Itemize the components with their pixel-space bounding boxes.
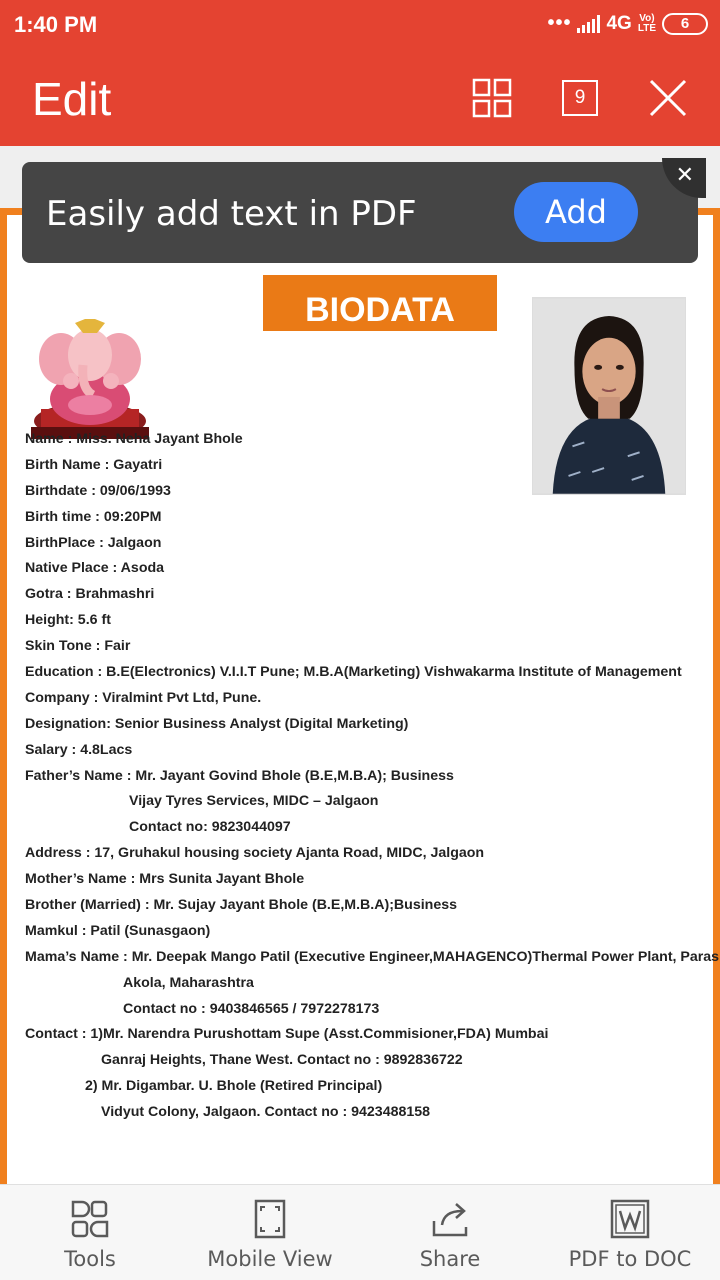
toast-close-icon: ✕	[675, 162, 694, 187]
volte-icon	[638, 14, 656, 34]
pdf-viewer[interactable]	[0, 146, 720, 1184]
biodata-line: Contact no : 9403846565 / 7972278173	[123, 1000, 380, 1017]
page-title: Edit	[32, 73, 112, 125]
bottom-navigation	[0, 1184, 720, 1280]
biodata-line: Birth time : 09:20PM	[25, 508, 162, 525]
biodata-line: Ganraj Heights, Thane West. Contact no : 9892836722	[101, 1052, 463, 1069]
ganesha-image	[31, 319, 149, 439]
biodata-line: Birthdate : 09/06/1993	[25, 482, 171, 499]
biodata-details	[25, 427, 720, 1126]
mobile-view-icon	[250, 1199, 290, 1239]
biodata-line: Height: 5.6 ft	[25, 612, 111, 629]
toast-message: Easily add text in PDF	[46, 194, 417, 234]
pdf-to-doc-button[interactable]	[540, 1185, 720, 1280]
page-count-label: 9	[574, 87, 586, 108]
biodata-line: Brother (Married) : Mr. Sujay Jayant Bhole (B.E,M.B.A);Business	[25, 897, 458, 914]
biodata-line: Birth Name : Gayatri	[25, 456, 163, 473]
biodata-line: Mother’s Name : Mrs Sunita Jayant Bhole	[25, 871, 305, 888]
biodata-line: Gotra : Brahmashri	[25, 586, 155, 603]
battery-level: 6	[680, 15, 690, 32]
biodata-line: Native Place : Asoda	[25, 560, 165, 577]
page-count-button[interactable]	[562, 80, 598, 116]
tools-icon	[70, 1199, 110, 1239]
biodata-line: Designation: Senior Business Analyst (Digital Marketing)	[25, 715, 409, 732]
biodata-line: 2) Mr. Digambar. U. Bhole (Retired Principal)	[85, 1078, 383, 1095]
tools-button[interactable]	[0, 1185, 180, 1280]
share-icon	[430, 1199, 470, 1239]
battery-icon	[662, 13, 708, 35]
biodata-line: Father’s Name : Mr. Jayant Govind Bhole (B.E,M.B.A); Business	[25, 767, 454, 784]
network-type: 4G	[606, 12, 632, 34]
add-button[interactable]: Add	[514, 182, 638, 242]
mobile-view-label: Mobile View	[207, 1247, 333, 1271]
app-toolbar	[0, 52, 720, 146]
close-icon[interactable]	[648, 78, 688, 118]
biodata-line: Company : Viralmint Pvt Ltd, Pune.	[25, 689, 262, 706]
biodata-line: Mama’s Name : Mr. Deepak Mango Patil (Executive Engineer,MAHAGENCO)Thermal Power Plant, Paras	[25, 948, 720, 965]
grid-icon[interactable]	[472, 78, 512, 118]
signal-icon	[577, 15, 600, 33]
share-label: Share	[419, 1247, 481, 1271]
mobile-view-button[interactable]	[180, 1185, 360, 1280]
biodata-line: BirthPlace : Jalgaon	[25, 534, 162, 551]
biodata-line: Contact : 1)Mr. Narendra Purushottam Supe (Asst.Commisioner,FDA) Mumbai	[25, 1026, 549, 1043]
biodata-line: Name : Miss. Neha Jayant Bhole	[25, 431, 243, 447]
volte-top: Vo)	[639, 12, 655, 24]
pdf-to-doc-icon	[610, 1199, 650, 1239]
biodata-banner: BIODATA	[263, 275, 497, 331]
volte-bottom: LTE	[637, 22, 656, 34]
tools-label: Tools	[64, 1247, 116, 1271]
biodata-line: Mamkul : Patil (Sunasgaon)	[25, 922, 211, 939]
add-text-toast	[22, 162, 698, 263]
notification-dots-icon: •••	[547, 12, 572, 34]
biodata-line: Skin Tone : Fair	[25, 638, 131, 655]
biodata-line: Akola, Maharashtra	[123, 974, 254, 991]
biodata-line: Address : 17, Gruhakul housing society Ajanta Road, MIDC, Jalgaon	[25, 845, 485, 862]
share-button[interactable]	[360, 1185, 540, 1280]
biodata-line: Vidyut Colony, Jalgaon. Contact no : 9423488158	[101, 1104, 431, 1121]
status-indicators	[547, 12, 708, 35]
biodata-line: Education : B.E(Electronics) V.I.I.T Pune; M.B.A(Marketing) Vishwakarma Institute of Management	[25, 664, 682, 681]
status-bar	[0, 0, 720, 52]
status-time: 1:40 PM	[14, 12, 98, 37]
pdf-to-doc-label: PDF to DOC	[568, 1247, 692, 1271]
biodata-line: Salary : 4.8Lacs	[25, 741, 133, 758]
biodata-line: Vijay Tyres Services, MIDC – Jalgaon	[129, 793, 379, 810]
biodata-line: Contact no: 9823044097	[129, 819, 291, 836]
